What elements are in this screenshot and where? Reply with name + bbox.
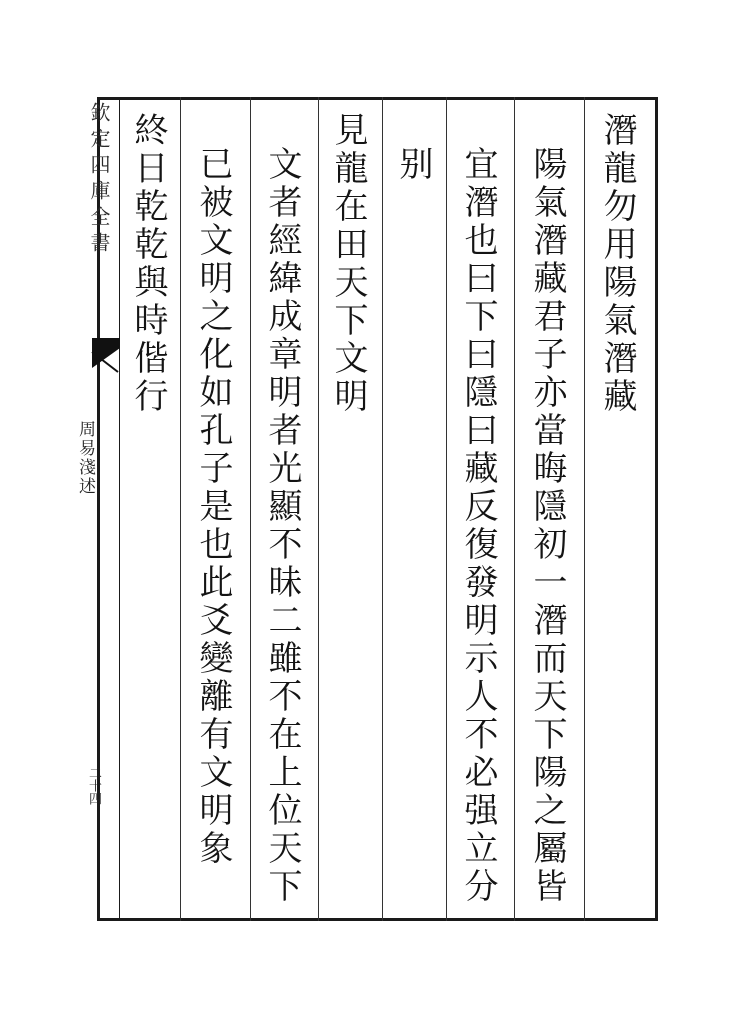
frame-right-border [655, 97, 658, 921]
text-column: 文者經緯成章明者光顯不昧二雖不在上位天下 [262, 146, 302, 906]
text-column: 終日乾乾與時偕行 [128, 112, 168, 416]
column-divider [318, 97, 319, 921]
text-column: 已被文明之化如孔子是也此爻變離有文明象 [193, 146, 233, 868]
text-column: 宜潛也曰下曰隱曰藏反復發明示人不必强立分 [458, 146, 498, 906]
column-divider [584, 97, 585, 921]
column-divider [250, 97, 251, 921]
margin-book-title: 周易淺述 [75, 420, 95, 496]
fishtail-mark-icon [92, 338, 120, 374]
text-column: 别 [393, 146, 433, 184]
margin-page-number: 二十四 [86, 766, 101, 805]
column-divider [514, 97, 515, 921]
column-divider [382, 97, 383, 921]
column-divider [446, 97, 447, 921]
margin-column-border [119, 97, 120, 921]
frame-top-border [97, 97, 658, 100]
text-column: 潛龍勿用陽氣潛藏 [597, 112, 637, 416]
text-column: 見龍在田天下文明 [328, 112, 368, 416]
text-column: 陽氣潛藏君子亦當晦隱初一潛而天下陽之屬皆 [527, 146, 567, 906]
column-divider [180, 97, 181, 921]
frame-bottom-border [97, 918, 658, 921]
margin-series-title: 欽定四庫全書 [87, 102, 111, 258]
